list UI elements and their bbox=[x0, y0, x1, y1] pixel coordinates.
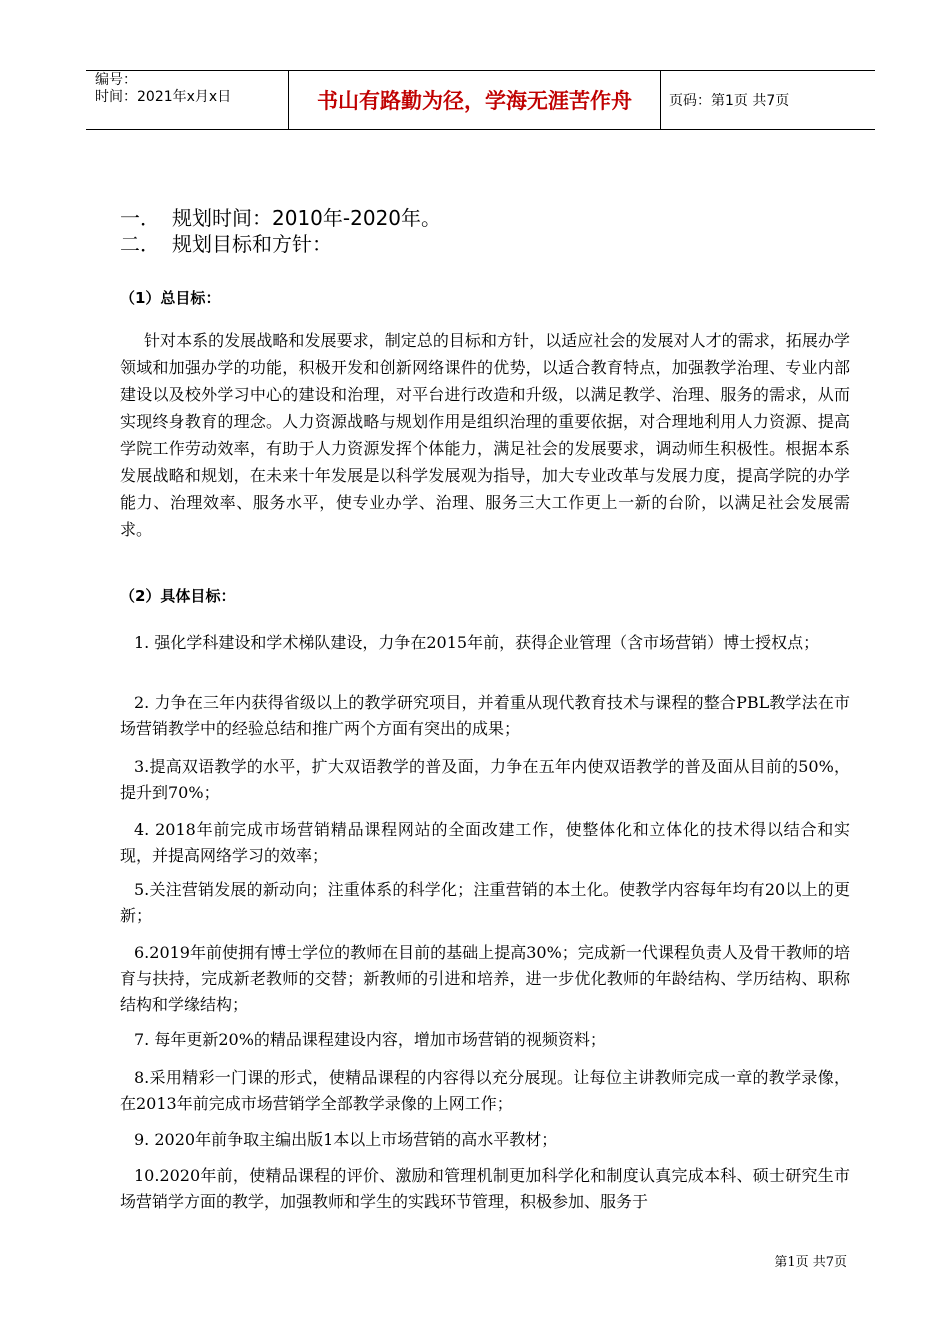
goal-item-1: 1. 强化学科建设和学术梯队建设，力争在2015年前，获得企业管理（含市场营销）博士授权点； bbox=[134, 633, 820, 652]
heading-1-number: 一． bbox=[120, 206, 160, 230]
section1-title: （1）总目标： bbox=[120, 289, 221, 307]
header-motto: 书山有路勤为径，学海无涯苦作舟 bbox=[288, 71, 661, 129]
goal-item-10: 10.2020年前，使精品课程的评价、激励和管理机制更加科学化和制度认真完成本科、硕士研究生市场营销学方面的教学，加强教师和学生的实践环节管理，积极参加、服务于 bbox=[120, 1166, 850, 1211]
header-number-label: 编号： bbox=[95, 72, 137, 88]
heading-1 bbox=[120, 205, 441, 231]
header-page-info: 页码：第1页 共7页 bbox=[669, 93, 790, 109]
goal-item-7: 7. 每年更新20%的精品课程建设内容，增加市场营销的视频资料； bbox=[134, 1030, 606, 1049]
section1-paragraph: 针对本系的发展战略和发展要求，制定总的目标和方针，以适应社会的发展对人才的需求，拓展办学领域和加强办学的功能，积极开发和创新网络课件的优势，以适合教育特点，加强教学治理、专业内部建设以及校外学习中心的建设和治理，对平台进行改造和升级，以满足教学、治理、服务的需求，从而实现终身教育的理念。人力资源战略与规划作用是组织治理的重要依据，对合理地利用人力资源、提高学院工作劳动效率，有助于人力资源发挥个体能力，满足社会的发展要求，调动师生积极性。根据本系发展战略和规划，在未来十年发展是以科学发展观为指导，加大专业改革与发展力度，提高学院的办学能力、治理效率、服务水平，使专业办学、治理、服务三大工作更上一新的台阶，以满足社会发展需求。 bbox=[120, 331, 850, 539]
header-meta bbox=[86, 71, 288, 129]
header-date: 时间：2021年x月x日 bbox=[95, 89, 232, 105]
goal-item-5: 5.关注营销发展的新动向；注重体系的科学化；注重营销的本土化。使教学内容每年均有20以上的更新； bbox=[120, 880, 850, 925]
goal-item-8: 8.采用精彩一门课的形式，使精品课程的内容得以充分展现。让每位主讲教师完成一章的教学录像，在2013年前完成市场营销学全部教学录像的上网工作； bbox=[120, 1068, 850, 1113]
goal-item-4: 4. 2018年前完成市场营销精品课程网站的全面改建工作，使整体化和立体化的技术得以结合和实现，并提高网络学习的效率； bbox=[120, 820, 850, 865]
goal-item-3: 3.提高双语教学的水平，扩大双语教学的普及面，力争在五年内使双语教学的普及面从目前的50%，提升到70%； bbox=[120, 757, 850, 802]
page-header bbox=[86, 70, 875, 130]
goal-item-2: 2. 力争在三年内获得省级以上的教学研究项目，并着重从现代教育技术与课程的整合PBL教学法在市场营销教学中的经验总结和推广两个方面有突出的成果； bbox=[120, 693, 850, 738]
goal-item-9: 9. 2020年前争取主编出版1本以上市场营销的高水平教材； bbox=[134, 1130, 558, 1149]
goal-item-6: 6.2019年前使拥有博士学位的教师在目前的基础上提高30%；完成新一代课程负责人及骨干教师的培育与扶持，完成新老教师的交替；新教师的引进和培养，进一步优化教师的年龄结构、学历结构、职称结构和学缘结构； bbox=[120, 943, 850, 1014]
heading-2-text: 规划目标和方针： bbox=[172, 232, 332, 256]
heading-2 bbox=[120, 231, 332, 257]
page-footer: 第1页 共7页 bbox=[774, 1255, 847, 1270]
heading-1-text: 规划时间：2010年-2020年。 bbox=[172, 206, 442, 230]
section2-title: （2）具体目标： bbox=[120, 587, 236, 605]
heading-2-number: 二． bbox=[120, 232, 160, 256]
